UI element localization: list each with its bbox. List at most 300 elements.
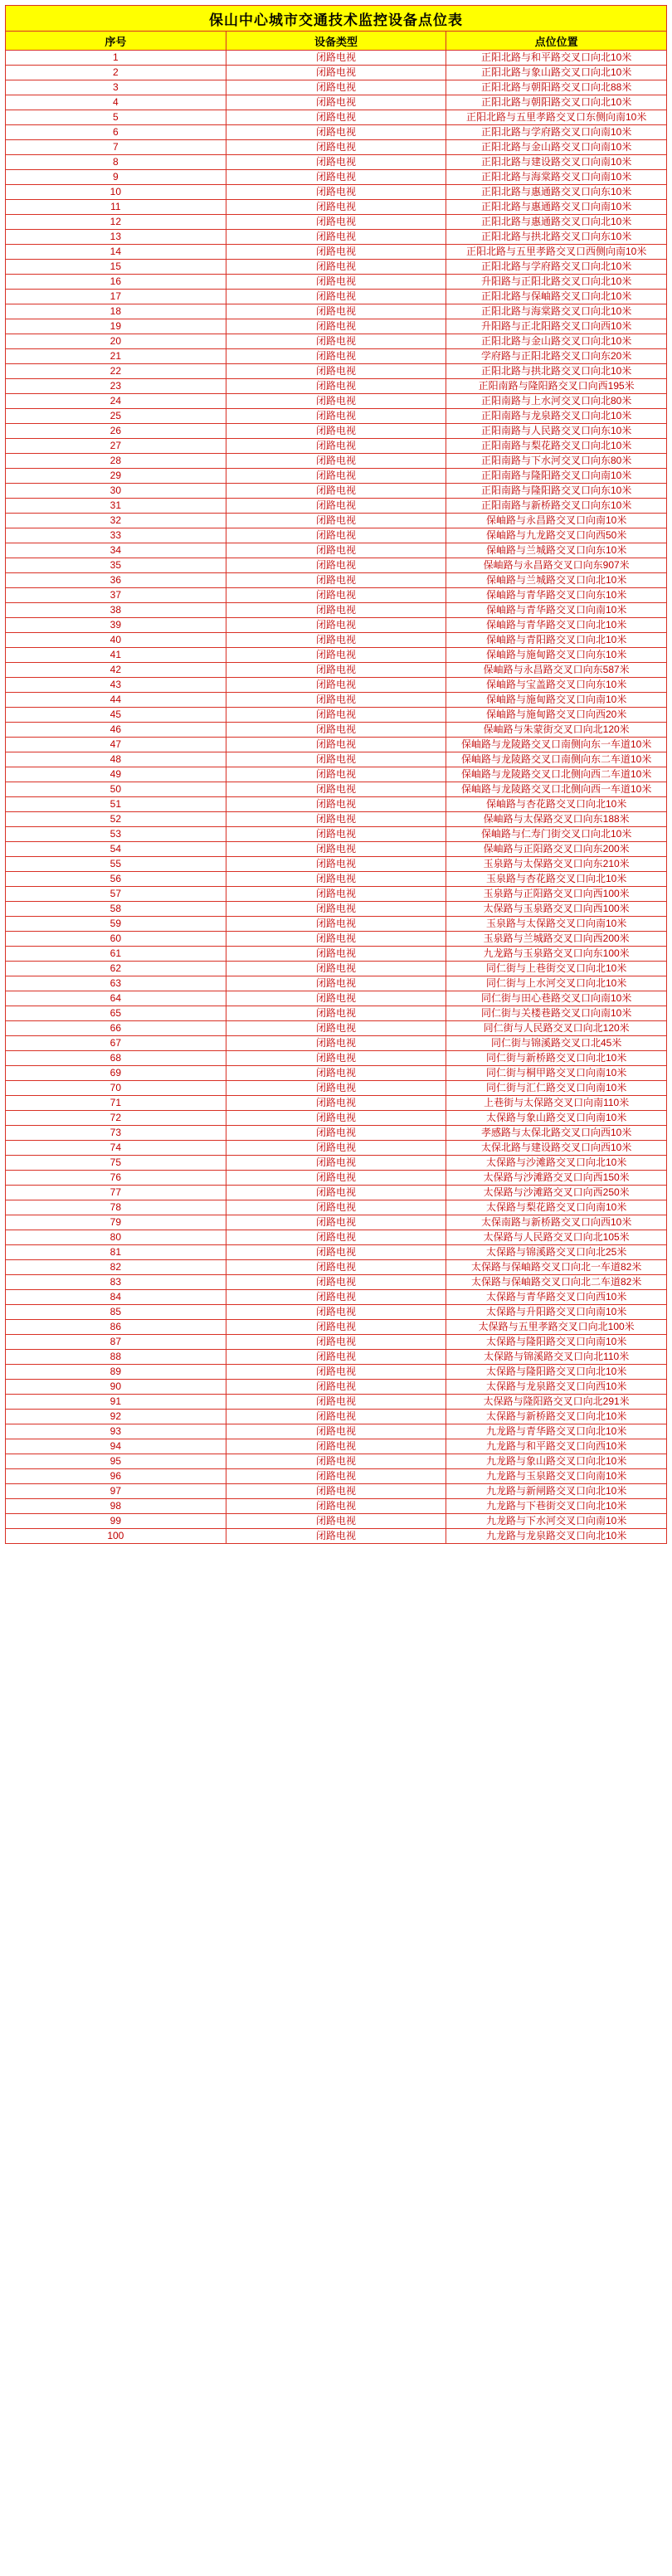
cell-location: 上巷街与太保路交叉口向南110米: [446, 1096, 667, 1111]
cell-location: 正阳南路与龙泉路交叉口向北10米: [446, 409, 667, 424]
table-row: [6, 708, 667, 723]
cell-device-type: 闭路电视: [226, 976, 446, 991]
table-row: [6, 947, 667, 962]
cell-no: 28: [6, 454, 226, 469]
cell-device-type: 闭路电视: [226, 738, 446, 752]
table-row: [6, 1186, 667, 1200]
cell-device-type: 闭路电视: [226, 1186, 446, 1200]
cell-location: 太保路与隆阳路交叉口向南10米: [446, 1335, 667, 1350]
cell-no: 51: [6, 797, 226, 812]
cell-no: 11: [6, 200, 226, 215]
table-row: [6, 155, 667, 170]
table-row: [6, 723, 667, 738]
cell-device-type: 闭路电视: [226, 782, 446, 797]
cell-location: 保岫路与兰城路交叉口向东10米: [446, 543, 667, 558]
cell-location: 同仁街与关楼巷路交叉口向南10米: [446, 1006, 667, 1021]
cell-no: 91: [6, 1395, 226, 1410]
cell-device-type: 闭路电视: [226, 588, 446, 603]
cell-device-type: 闭路电视: [226, 1424, 446, 1439]
cell-device-type: 闭路电视: [226, 1051, 446, 1066]
table-row: [6, 1141, 667, 1156]
cell-location: 保岫路与永昌路交叉口向南10米: [446, 514, 667, 528]
cell-device-type: 闭路电视: [226, 304, 446, 319]
table-row: [6, 528, 667, 543]
table-row: [6, 962, 667, 976]
cell-no: 14: [6, 245, 226, 260]
cell-no: 30: [6, 484, 226, 499]
cell-no: 60: [6, 932, 226, 947]
cell-no: 64: [6, 991, 226, 1006]
cell-device-type: 闭路电视: [226, 110, 446, 125]
table-row: [6, 1006, 667, 1021]
cell-location: 同仁街与上水河交叉口向北10米: [446, 976, 667, 991]
table-row: [6, 797, 667, 812]
cell-location: 正阳北路与学府路交叉口向北10米: [446, 260, 667, 275]
table-row: [6, 499, 667, 514]
cell-no: 31: [6, 499, 226, 514]
table-row: [6, 648, 667, 663]
cell-no: 80: [6, 1230, 226, 1245]
table-row: [6, 1260, 667, 1275]
cell-no: 92: [6, 1410, 226, 1424]
cell-no: 4: [6, 95, 226, 110]
table-row: [6, 902, 667, 917]
cell-no: 6: [6, 125, 226, 140]
cell-device-type: 闭路电视: [226, 200, 446, 215]
table-row: [6, 260, 667, 275]
cell-no: 66: [6, 1021, 226, 1036]
cell-device-type: 闭路电视: [226, 1200, 446, 1215]
cell-device-type: 闭路电视: [226, 245, 446, 260]
cell-location: 太保路与龙泉路交叉口向西10米: [446, 1380, 667, 1395]
cell-location: 保岫路与杏花路交叉口向北10米: [446, 797, 667, 812]
cell-no: 81: [6, 1245, 226, 1260]
cell-no: 29: [6, 469, 226, 484]
cell-no: 21: [6, 349, 226, 364]
cell-location: 太保路与保岫路交叉口向北一车道82米: [446, 1260, 667, 1275]
table-row: [6, 1454, 667, 1469]
column-header-type: 设备类型: [226, 32, 446, 51]
cell-no: 34: [6, 543, 226, 558]
cell-location: 正阳南路与下水河交叉口向东80米: [446, 454, 667, 469]
table-row: [6, 215, 667, 230]
table-row: [6, 1171, 667, 1186]
table-row: [6, 1036, 667, 1051]
table-header-row: [6, 32, 667, 51]
table-row: [6, 230, 667, 245]
cell-location: 正阳南路与上水河交叉口向北80米: [446, 394, 667, 409]
table-row: [6, 857, 667, 872]
cell-location: 正阳南路与新桥路交叉口向东10米: [446, 499, 667, 514]
table-row: [6, 842, 667, 857]
cell-device-type: 闭路电视: [226, 1305, 446, 1320]
cell-device-type: 闭路电视: [226, 603, 446, 618]
table-row: [6, 51, 667, 66]
table-row: [6, 663, 667, 678]
table-row: [6, 1350, 667, 1365]
cell-location: 玉泉路与杏花路交叉口向北10米: [446, 872, 667, 887]
cell-no: 16: [6, 275, 226, 290]
cell-device-type: 闭路电视: [226, 275, 446, 290]
cell-location: 九龙路与新闸路交叉口向北10米: [446, 1484, 667, 1499]
cell-location: 同仁街与上巷街交叉口向北10米: [446, 962, 667, 976]
cell-location: 保岫路与朱蒙街交叉口向北120米: [446, 723, 667, 738]
cell-device-type: 闭路电视: [226, 543, 446, 558]
table-row: [6, 1320, 667, 1335]
cell-no: 18: [6, 304, 226, 319]
cell-location: 保岫路与龙陵路交叉口南侧向东二车道10米: [446, 752, 667, 767]
cell-device-type: 闭路电视: [226, 1439, 446, 1454]
table-row: [6, 1410, 667, 1424]
cell-location: 正阳北路与朝阳路交叉口向北10米: [446, 95, 667, 110]
cell-location: 正阳北路与保岫路交叉口向北10米: [446, 290, 667, 304]
cell-device-type: 闭路电视: [226, 454, 446, 469]
cell-device-type: 闭路电视: [226, 648, 446, 663]
table-row: [6, 1156, 667, 1171]
cell-location: 正阳南路与隆阳路交叉口向西195米: [446, 379, 667, 394]
cell-no: 75: [6, 1156, 226, 1171]
table-row: [6, 1380, 667, 1395]
cell-location: 太保路与升阳路交叉口向南10米: [446, 1305, 667, 1320]
cell-no: 3: [6, 80, 226, 95]
table-row: [6, 1365, 667, 1380]
table-row: [6, 66, 667, 80]
cell-no: 55: [6, 857, 226, 872]
cell-location: 九龙路与玉泉路交叉口向南10米: [446, 1469, 667, 1484]
cell-no: 42: [6, 663, 226, 678]
table-row: [6, 678, 667, 693]
cell-no: 50: [6, 782, 226, 797]
cell-location: 太保路与保岫路交叉口向北二车道82米: [446, 1275, 667, 1290]
cell-location: 玉泉路与太保路交叉口向南10米: [446, 917, 667, 932]
table-row: [6, 1096, 667, 1111]
table-row: [6, 738, 667, 752]
cell-device-type: 闭路电视: [226, 394, 446, 409]
cell-device-type: 闭路电视: [226, 812, 446, 827]
table-row: [6, 782, 667, 797]
table-row: [6, 514, 667, 528]
table-row: [6, 245, 667, 260]
cell-device-type: 闭路电视: [226, 917, 446, 932]
cell-no: 83: [6, 1275, 226, 1290]
cell-device-type: 闭路电视: [226, 1006, 446, 1021]
cell-device-type: 闭路电视: [226, 424, 446, 439]
table-row: [6, 1335, 667, 1350]
cell-location: 保岫路与龙陵路交叉口北侧向西一车道10米: [446, 782, 667, 797]
cell-no: 24: [6, 394, 226, 409]
table-row: [6, 364, 667, 379]
table-row: [6, 1230, 667, 1245]
table-row: [6, 633, 667, 648]
cell-no: 10: [6, 185, 226, 200]
cell-location: 太保路与新桥路交叉口向北10米: [446, 1410, 667, 1424]
table-row: [6, 976, 667, 991]
cell-no: 2: [6, 66, 226, 80]
cell-location: 太保路与人民路交叉口向北105米: [446, 1230, 667, 1245]
cell-location: 玉泉路与兰城路交叉口向西200米: [446, 932, 667, 947]
cell-no: 45: [6, 708, 226, 723]
cell-location: 九龙路与龙泉路交叉口向北10米: [446, 1529, 667, 1544]
table-row: [6, 1514, 667, 1529]
cell-device-type: 闭路电视: [226, 678, 446, 693]
cell-no: 88: [6, 1350, 226, 1365]
cell-device-type: 闭路电视: [226, 1141, 446, 1156]
cell-location: 九龙路与下巷街交叉口向北10米: [446, 1499, 667, 1514]
table-row: [6, 1245, 667, 1260]
cell-no: 1: [6, 51, 226, 66]
cell-no: 62: [6, 962, 226, 976]
cell-location: 保岫路与施甸路交叉口向南10米: [446, 693, 667, 708]
cell-location: 正阳北路与金山路交叉口向南10米: [446, 140, 667, 155]
cell-device-type: 闭路电视: [226, 185, 446, 200]
cell-device-type: 闭路电视: [226, 1514, 446, 1529]
cell-no: 44: [6, 693, 226, 708]
table-row: [6, 334, 667, 349]
cell-device-type: 闭路电视: [226, 1081, 446, 1096]
table-row: [6, 1305, 667, 1320]
cell-no: 8: [6, 155, 226, 170]
cell-device-type: 闭路电视: [226, 409, 446, 424]
cell-location: 保岫路与永昌路交叉口向东907米: [446, 558, 667, 573]
cell-no: 32: [6, 514, 226, 528]
cell-device-type: 闭路电视: [226, 260, 446, 275]
cell-device-type: 闭路电视: [226, 439, 446, 454]
cell-device-type: 闭路电视: [226, 1335, 446, 1350]
table-row: [6, 767, 667, 782]
table-row: [6, 1439, 667, 1454]
cell-no: 15: [6, 260, 226, 275]
cell-device-type: 闭路电视: [226, 290, 446, 304]
cell-location: 正阳北路与拱北路交叉口向北10米: [446, 364, 667, 379]
cell-device-type: 闭路电视: [226, 499, 446, 514]
cell-no: 61: [6, 947, 226, 962]
table-row: [6, 379, 667, 394]
cell-device-type: 闭路电视: [226, 66, 446, 80]
cell-location: 太保北路与建设路交叉口向西10米: [446, 1141, 667, 1156]
cell-device-type: 闭路电视: [226, 1126, 446, 1141]
cell-no: 98: [6, 1499, 226, 1514]
cell-location: 太保路与五里孝路交叉口向北100米: [446, 1320, 667, 1335]
cell-location: 太保路与沙滩路交叉口向北10米: [446, 1156, 667, 1171]
cell-device-type: 闭路电视: [226, 80, 446, 95]
cell-no: 49: [6, 767, 226, 782]
cell-location: 太保路与隆阳路交叉口向北10米: [446, 1365, 667, 1380]
cell-no: 86: [6, 1320, 226, 1335]
cell-location: 正阳北路与金山路交叉口向北10米: [446, 334, 667, 349]
cell-device-type: 闭路电视: [226, 349, 446, 364]
table-row: [6, 827, 667, 842]
cell-device-type: 闭路电视: [226, 170, 446, 185]
cell-device-type: 闭路电视: [226, 962, 446, 976]
table-row: [6, 409, 667, 424]
cell-device-type: 闭路电视: [226, 663, 446, 678]
cell-device-type: 闭路电视: [226, 1230, 446, 1245]
cell-device-type: 闭路电视: [226, 155, 446, 170]
cell-device-type: 闭路电视: [226, 708, 446, 723]
table-row: [6, 603, 667, 618]
cell-location: 保岫路与青阳路交叉口向北10米: [446, 633, 667, 648]
cell-location: 正阳北路与学府路交叉口向南10米: [446, 125, 667, 140]
cell-device-type: 闭路电视: [226, 484, 446, 499]
cell-location: 正阳北路与惠通路交叉口向南10米: [446, 200, 667, 215]
cell-location: 保岫路与龙陵路交叉口北侧向西二车道10米: [446, 767, 667, 782]
cell-device-type: 闭路电视: [226, 767, 446, 782]
table-row: [6, 290, 667, 304]
table-row: [6, 693, 667, 708]
cell-no: 57: [6, 887, 226, 902]
cell-no: 19: [6, 319, 226, 334]
cell-device-type: 闭路电视: [226, 1484, 446, 1499]
cell-no: 9: [6, 170, 226, 185]
cell-device-type: 闭路电视: [226, 797, 446, 812]
cell-location: 孝感路与太保北路交叉口向西10米: [446, 1126, 667, 1141]
cell-location: 正阳北路与五里孝路交叉口东侧向南10米: [446, 110, 667, 125]
cell-location: 同仁街与田心巷路交叉口向南10米: [446, 991, 667, 1006]
cell-location: 正阳北路与惠通路交叉口向北10米: [446, 215, 667, 230]
cell-device-type: 闭路电视: [226, 1320, 446, 1335]
cell-device-type: 闭路电视: [226, 1111, 446, 1126]
cell-no: 35: [6, 558, 226, 573]
table-body: [6, 6, 667, 1544]
cell-no: 27: [6, 439, 226, 454]
cell-no: 23: [6, 379, 226, 394]
table-row: [6, 1051, 667, 1066]
table-row: [6, 304, 667, 319]
cell-no: 89: [6, 1365, 226, 1380]
cell-no: 96: [6, 1469, 226, 1484]
table-row: [6, 932, 667, 947]
cell-location: 正阳北路与象山路交叉口向北10米: [446, 66, 667, 80]
cell-no: 37: [6, 588, 226, 603]
column-header-location: 点位位置: [446, 32, 667, 51]
table-row: [6, 887, 667, 902]
table-row: [6, 1081, 667, 1096]
cell-location: 正阳北路与朝阳路交叉口向北88米: [446, 80, 667, 95]
cell-no: 76: [6, 1171, 226, 1186]
cell-no: 36: [6, 573, 226, 588]
table-row: [6, 558, 667, 573]
table-row: [6, 394, 667, 409]
cell-location: 保岫路与青华路交叉口向南10米: [446, 603, 667, 618]
cell-no: 72: [6, 1111, 226, 1126]
table-row: [6, 349, 667, 364]
cell-no: 93: [6, 1424, 226, 1439]
cell-device-type: 闭路电视: [226, 887, 446, 902]
cell-device-type: 闭路电视: [226, 752, 446, 767]
cell-location: 保岫路与仁寿门街交叉口向北10米: [446, 827, 667, 842]
cell-location: 正阳南路与隆阳路交叉口向东10米: [446, 484, 667, 499]
cell-location: 太保路与沙滩路交叉口向西250米: [446, 1186, 667, 1200]
cell-location: 同仁街与汇仁路交叉口向南10米: [446, 1081, 667, 1096]
cell-device-type: 闭路电视: [226, 1171, 446, 1186]
table-row: [6, 991, 667, 1006]
cell-location: 九龙路与下水河交叉口向南10米: [446, 1514, 667, 1529]
table-row: [6, 140, 667, 155]
monitoring-device-table: [5, 5, 667, 1544]
cell-device-type: 闭路电视: [226, 1021, 446, 1036]
cell-device-type: 闭路电视: [226, 902, 446, 917]
cell-no: 65: [6, 1006, 226, 1021]
cell-device-type: 闭路电视: [226, 842, 446, 857]
cell-location: 同仁街与新桥路交叉口向北10米: [446, 1051, 667, 1066]
cell-no: 69: [6, 1066, 226, 1081]
cell-location: 太保路与象山路交叉口向南10米: [446, 1111, 667, 1126]
cell-no: 33: [6, 528, 226, 543]
cell-device-type: 闭路电视: [226, 633, 446, 648]
cell-no: 20: [6, 334, 226, 349]
table-row: [6, 1111, 667, 1126]
cell-device-type: 闭路电视: [226, 140, 446, 155]
table-row: [6, 917, 667, 932]
table-row: [6, 170, 667, 185]
cell-no: 38: [6, 603, 226, 618]
cell-device-type: 闭路电视: [226, 334, 446, 349]
table-row: [6, 1126, 667, 1141]
cell-no: 85: [6, 1305, 226, 1320]
cell-location: 玉泉路与太保路交叉口向东210米: [446, 857, 667, 872]
table-row: [6, 872, 667, 887]
table-row: [6, 752, 667, 767]
cell-no: 25: [6, 409, 226, 424]
table-row: [6, 439, 667, 454]
table-row: [6, 618, 667, 633]
cell-no: 77: [6, 1186, 226, 1200]
cell-no: 74: [6, 1141, 226, 1156]
cell-no: 94: [6, 1439, 226, 1454]
cell-device-type: 闭路电视: [226, 872, 446, 887]
cell-location: 正阳北路与建设路交叉口向南10米: [446, 155, 667, 170]
cell-no: 7: [6, 140, 226, 155]
cell-device-type: 闭路电视: [226, 319, 446, 334]
cell-device-type: 闭路电视: [226, 1499, 446, 1514]
table-row: [6, 275, 667, 290]
cell-device-type: 闭路电视: [226, 1290, 446, 1305]
cell-no: 78: [6, 1200, 226, 1215]
cell-location: 保岫路与九龙路交叉口向西50米: [446, 528, 667, 543]
cell-no: 40: [6, 633, 226, 648]
cell-no: 48: [6, 752, 226, 767]
cell-no: 41: [6, 648, 226, 663]
table-row: [6, 1484, 667, 1499]
cell-device-type: 闭路电视: [226, 573, 446, 588]
cell-device-type: 闭路电视: [226, 693, 446, 708]
table-row: [6, 1499, 667, 1514]
cell-device-type: 闭路电视: [226, 1454, 446, 1469]
table-row: [6, 454, 667, 469]
cell-device-type: 闭路电视: [226, 364, 446, 379]
cell-location: 正阳南路与梨花路交叉口向北10米: [446, 439, 667, 454]
cell-no: 22: [6, 364, 226, 379]
cell-no: 53: [6, 827, 226, 842]
cell-device-type: 闭路电视: [226, 1380, 446, 1395]
cell-no: 95: [6, 1454, 226, 1469]
table-row: [6, 812, 667, 827]
table-row: [6, 1395, 667, 1410]
table-row: [6, 1066, 667, 1081]
cell-device-type: 闭路电视: [226, 1350, 446, 1365]
cell-no: 46: [6, 723, 226, 738]
cell-no: 58: [6, 902, 226, 917]
cell-device-type: 闭路电视: [226, 1365, 446, 1380]
table-row: [6, 424, 667, 439]
table-row: [6, 1275, 667, 1290]
cell-device-type: 闭路电视: [226, 230, 446, 245]
cell-device-type: 闭路电视: [226, 932, 446, 947]
cell-device-type: 闭路电视: [226, 215, 446, 230]
cell-no: 84: [6, 1290, 226, 1305]
cell-no: 71: [6, 1096, 226, 1111]
cell-no: 67: [6, 1036, 226, 1051]
